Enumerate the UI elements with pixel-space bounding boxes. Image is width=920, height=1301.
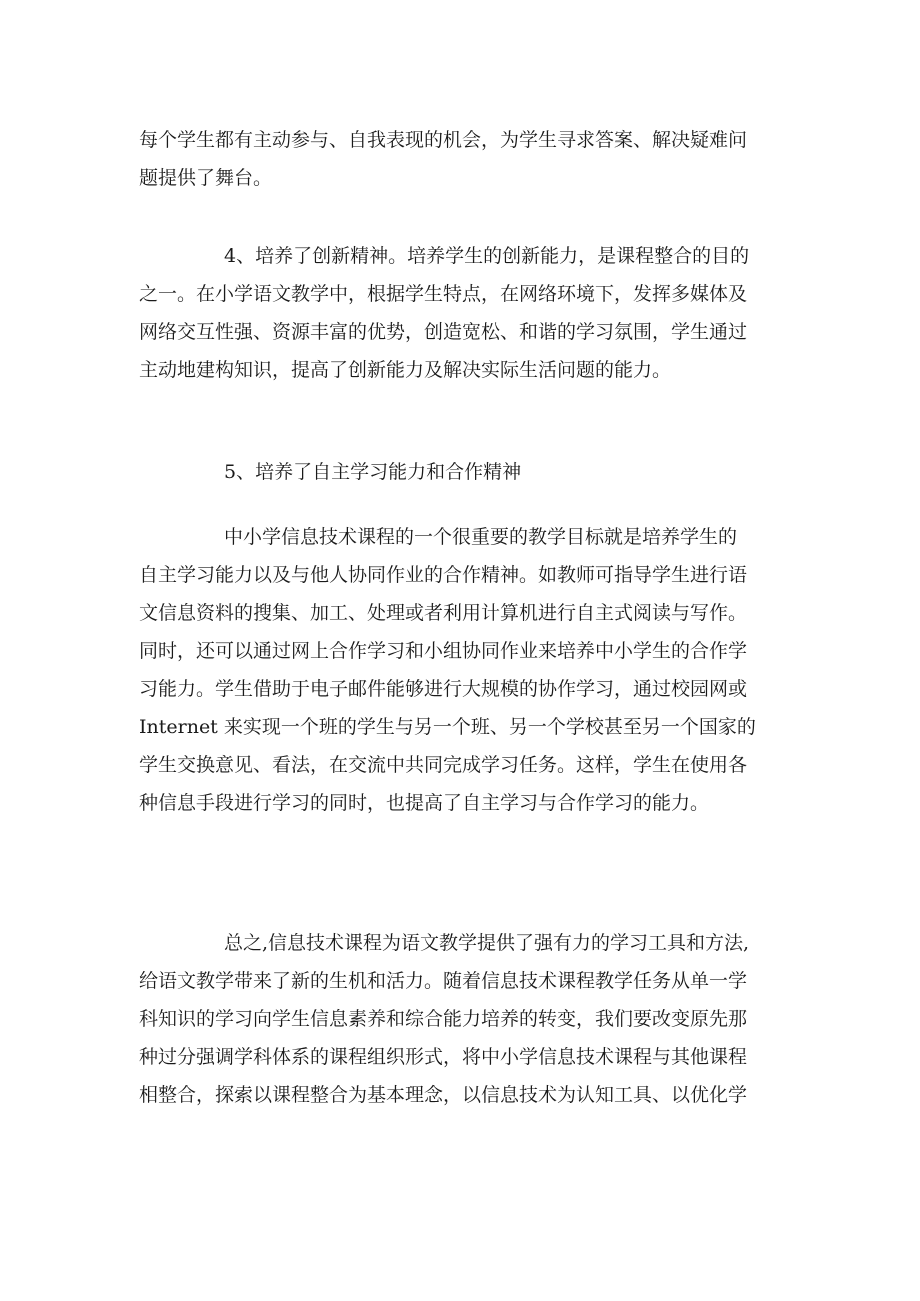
paragraph-line: 网络交互性强、资源丰富的优势，创造宽松、和谐的学习氛围，学生通过 — [139, 321, 748, 343]
paragraph-line: 种过分强调学科体系的课程组织形式，将中小学信息技术课程与其他课程 — [139, 1046, 748, 1068]
paragraph-line: 题提供了舞台。 — [139, 167, 273, 189]
paragraph-line: 自主学习能力以及与他人协同作业的合作精神。如教师可指导学生进行语 — [139, 564, 748, 586]
paragraph-line: 科知识的学习向学生信息素养和综合能力培养的转变，我们要改变原先那 — [139, 1008, 748, 1030]
paragraph-point-5 — [139, 518, 784, 822]
paragraph-line: 相整合，探索以课程整合为基本理念，以信息技术为认知工具、以优化学 — [139, 1084, 748, 1106]
section-heading: 5、培养了自主学习能力和合作精神 — [224, 461, 522, 483]
paragraph-line: 给语文教学带来了新的生机和活力。随着信息技术课程教学任务从单一学 — [139, 970, 748, 992]
paragraph-point-4 — [139, 237, 784, 389]
paragraph-line: 主动地建构知识，提高了创新能力及解决实际生活问题的能力。 — [139, 359, 672, 381]
paragraph-line: 4、培养了创新精神。培养学生的创新能力，是课程整合的目的 — [224, 245, 750, 267]
paragraph-line: 习能力。学生借助于电子邮件能够进行大规模的协作学习，通过校园网或 — [139, 678, 748, 700]
paragraph-line: 同时，还可以通过网上合作学习和小组协同作业来培养中小学生的合作学 — [139, 640, 748, 662]
paragraph-continuation — [139, 121, 784, 197]
paragraph-line: 每个学生都有主动参与、自我表现的机会，为学生寻求答案、解决疑难问 — [139, 129, 748, 151]
paragraph-line: 总之,信息技术课程为语文教学提供了强有力的学习工具和方法, — [224, 932, 750, 954]
paragraph-line: 学生交换意见、看法，在交流中共同完成学习任务。这样，学生在使用各 — [139, 754, 748, 776]
paragraph-line: 种信息手段进行学习的同时，也提高了自主学习与合作学习的能力。 — [139, 792, 710, 814]
paragraph-conclusion — [139, 924, 784, 1114]
paragraph-line: 中小学信息技术课程的一个很重要的教学目标就是培养学生的 — [224, 526, 738, 548]
section-heading-5 — [139, 453, 784, 491]
paragraph-line: 文信息资料的搜集、加工、处理或者利用计算机进行自主式阅读与写作。 — [139, 602, 748, 624]
paragraph-line: Internet 来实现一个班的学生与另一个班、另一个学校甚至另一个国家的 — [139, 716, 756, 738]
paragraph-line: 之一。在小学语文教学中，根据学生特点，在网络环境下，发挥多媒体及 — [139, 283, 748, 305]
